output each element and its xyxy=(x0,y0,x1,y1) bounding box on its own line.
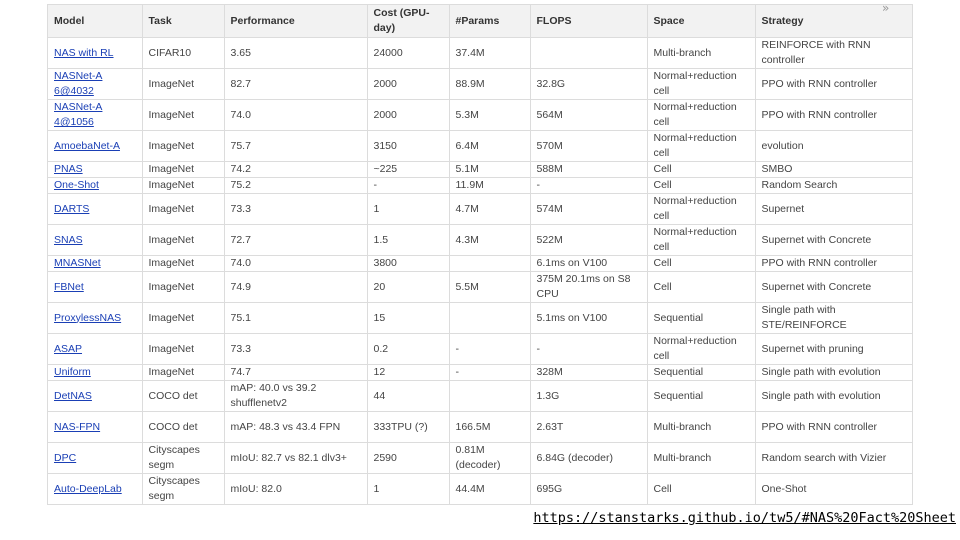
cell-cost: 333TPU (?) xyxy=(367,412,449,443)
cell-task: ImageNet xyxy=(142,100,224,131)
header-cost: Cost (GPU-day) xyxy=(367,5,449,38)
cell-performance: mIoU: 82.0 xyxy=(224,474,367,505)
cell-flops: 2.63T xyxy=(530,412,647,443)
cell-params: 4.3M xyxy=(449,225,530,256)
cell-space: Sequential xyxy=(647,365,755,381)
table-row xyxy=(48,69,912,100)
cell-task: COCO det xyxy=(142,412,224,443)
model-link[interactable]: Uniform xyxy=(54,366,91,378)
cell-model xyxy=(48,225,142,256)
cell-cost: 20 xyxy=(367,272,449,303)
model-link[interactable]: DARTS xyxy=(54,202,90,215)
model-link[interactable]: NAS with RL xyxy=(54,46,114,59)
cell-strategy: PPO with RNN controller xyxy=(755,100,912,131)
header-model: Model xyxy=(48,5,142,38)
cell-params: - xyxy=(449,365,530,381)
table-row xyxy=(48,272,912,303)
cell-strategy: Single path with STE/REINFORCE xyxy=(755,303,912,334)
cell-space: Normal+reduction cell xyxy=(647,69,755,100)
cell-strategy: REINFORCE with RNN controller xyxy=(755,38,912,69)
table-row xyxy=(48,365,912,381)
cell-params: 6.4M xyxy=(449,131,530,162)
cell-space: Multi-branch xyxy=(647,38,755,69)
table-row xyxy=(48,178,912,194)
cell-performance: 82.7 xyxy=(224,69,367,100)
cell-performance: 73.3 xyxy=(224,194,367,225)
cell-model xyxy=(48,365,142,381)
header-performance: Performance xyxy=(224,5,367,38)
cell-cost: 15 xyxy=(367,303,449,334)
cell-space: Sequential xyxy=(647,303,755,334)
model-link[interactable]: NAS-FPN xyxy=(54,420,101,433)
cell-strategy: PPO with RNN controller xyxy=(755,256,912,272)
cell-performance: 74.9 xyxy=(224,272,367,303)
cell-task: CIFAR10 xyxy=(142,38,224,69)
cell-space: Sequential xyxy=(647,381,755,412)
cell-space: Multi-branch xyxy=(647,412,755,443)
cell-performance: 3.65 xyxy=(224,38,367,69)
model-link[interactable]: ProxylessNAS xyxy=(54,311,122,324)
table-body xyxy=(48,38,912,505)
cell-flops: 574M xyxy=(530,194,647,225)
cell-cost: 2000 xyxy=(367,100,449,131)
table-row xyxy=(48,131,912,162)
model-link[interactable]: SNAS xyxy=(54,233,83,246)
model-link[interactable]: DetNAS xyxy=(54,389,92,402)
cell-cost: 3150 xyxy=(367,131,449,162)
cell-cost: 1 xyxy=(367,474,449,505)
table-row xyxy=(48,100,912,131)
cell-cost: ~225 xyxy=(367,162,449,178)
nas-fact-sheet-table-container xyxy=(47,4,912,505)
cell-flops: - xyxy=(530,334,647,365)
header-params: #Params xyxy=(449,5,530,38)
cell-performance: mAP: 48.3 vs 43.4 FPN xyxy=(224,412,367,443)
model-link[interactable]: MNASNet xyxy=(54,257,101,269)
cell-cost: 12 xyxy=(367,365,449,381)
cell-task: ImageNet xyxy=(142,225,224,256)
table-row xyxy=(48,194,912,225)
cell-model xyxy=(48,272,142,303)
cell-params: 44.4M xyxy=(449,474,530,505)
cell-performance: mIoU: 82.7 vs 82.1 dlv3+ xyxy=(224,443,367,474)
cell-strategy: Supernet with pruning xyxy=(755,334,912,365)
cell-performance: mAP: 40.0 vs 39.2 shufflenetv2 xyxy=(224,381,367,412)
cell-model xyxy=(48,162,142,178)
cell-task: ImageNet xyxy=(142,272,224,303)
header-task: Task xyxy=(142,5,224,38)
cell-params: 5.5M xyxy=(449,272,530,303)
cell-strategy: Single path with evolution xyxy=(755,365,912,381)
table-row xyxy=(48,225,912,256)
cell-task: ImageNet xyxy=(142,162,224,178)
cell-space: Normal+reduction cell xyxy=(647,100,755,131)
table-row xyxy=(48,381,912,412)
cell-performance: 75.7 xyxy=(224,131,367,162)
cell-params: 11.9M xyxy=(449,178,530,194)
cell-cost: 3800 xyxy=(367,256,449,272)
cell-flops: 375M 20.1ms on S8 CPU xyxy=(530,272,647,303)
cell-cost: 0.2 xyxy=(367,334,449,365)
cell-task: ImageNet xyxy=(142,178,224,194)
cell-cost: 1 xyxy=(367,194,449,225)
cell-cost: 2000 xyxy=(367,69,449,100)
cell-model xyxy=(48,443,142,474)
cell-task: Cityscapes segm xyxy=(142,474,224,505)
table-row xyxy=(48,334,912,365)
cell-params xyxy=(449,303,530,334)
cell-flops: 6.1ms on V100 xyxy=(530,256,647,272)
cell-flops xyxy=(530,38,647,69)
cell-strategy: Supernet with Concrete xyxy=(755,272,912,303)
cell-params: 4.7M xyxy=(449,194,530,225)
cell-performance: 74.7 xyxy=(224,365,367,381)
table-row xyxy=(48,162,912,178)
model-link[interactable]: NASNet-A 6@4032 xyxy=(54,70,103,97)
cell-model xyxy=(48,38,142,69)
cell-flops: 695G xyxy=(530,474,647,505)
cell-params: 166.5M xyxy=(449,412,530,443)
cell-params xyxy=(449,381,530,412)
cell-model xyxy=(48,194,142,225)
cell-flops: 522M xyxy=(530,225,647,256)
cell-performance: 75.1 xyxy=(224,303,367,334)
cell-strategy: Supernet xyxy=(755,194,912,225)
cell-space: Normal+reduction cell xyxy=(647,131,755,162)
cell-params: - xyxy=(449,334,530,365)
cell-params: 0.81M (decoder) xyxy=(449,443,530,474)
table-row xyxy=(48,303,912,334)
cell-strategy: SMBO xyxy=(755,162,912,178)
cell-params: 88.9M xyxy=(449,69,530,100)
table-row xyxy=(48,38,912,69)
table-row xyxy=(48,474,912,505)
model-link[interactable]: ASAP xyxy=(54,342,83,355)
cell-strategy: Supernet with Concrete xyxy=(755,225,912,256)
source-link[interactable]: https://stanstarks.github.io/tw5/#NAS%20Fact%20Sheet xyxy=(533,510,956,526)
header-strategy: Strategy xyxy=(755,5,912,38)
cell-params: 37.4M xyxy=(449,38,530,69)
cell-model xyxy=(48,334,142,365)
cell-cost: - xyxy=(367,178,449,194)
cell-space: Cell xyxy=(647,256,755,272)
cell-performance: 72.7 xyxy=(224,225,367,256)
cell-task: ImageNet xyxy=(142,334,224,365)
cell-cost: 24000 xyxy=(367,38,449,69)
cell-space: Cell xyxy=(647,178,755,194)
cell-strategy: PPO with RNN controller xyxy=(755,69,912,100)
cell-space: Cell xyxy=(647,272,755,303)
cell-strategy: PPO with RNN controller xyxy=(755,412,912,443)
model-link[interactable]: PNAS xyxy=(54,163,83,175)
cell-flops: 5.1ms on V100 xyxy=(530,303,647,334)
cell-strategy: One-Shot xyxy=(755,474,912,505)
cell-flops: 564M xyxy=(530,100,647,131)
cell-cost: 2590 xyxy=(367,443,449,474)
cell-task: ImageNet xyxy=(142,256,224,272)
cell-cost: 1.5 xyxy=(367,225,449,256)
expand-icon[interactable]: » xyxy=(882,1,890,15)
cell-performance: 75.2 xyxy=(224,178,367,194)
cell-model xyxy=(48,100,142,131)
cell-model xyxy=(48,412,142,443)
cell-model xyxy=(48,178,142,194)
cell-flops: - xyxy=(530,178,647,194)
cell-space: Normal+reduction cell xyxy=(647,225,755,256)
cell-flops: 588M xyxy=(530,162,647,178)
table-row xyxy=(48,412,912,443)
cell-params xyxy=(449,256,530,272)
cell-task: ImageNet xyxy=(142,69,224,100)
cell-space: Cell xyxy=(647,162,755,178)
cell-task: Cityscapes segm xyxy=(142,443,224,474)
cell-task: ImageNet xyxy=(142,194,224,225)
cell-task: ImageNet xyxy=(142,303,224,334)
cell-strategy: Random search with Vizier xyxy=(755,443,912,474)
cell-space: Normal+reduction cell xyxy=(647,194,755,225)
cell-performance: 74.0 xyxy=(224,100,367,131)
model-link[interactable]: NASNet-A 4@1056 xyxy=(54,101,103,128)
cell-model xyxy=(48,69,142,100)
cell-model xyxy=(48,474,142,505)
cell-flops: 328M xyxy=(530,365,647,381)
cell-model xyxy=(48,131,142,162)
cell-model xyxy=(48,256,142,272)
model-link[interactable]: One-Shot xyxy=(54,179,99,191)
header-flops: FLOPS xyxy=(530,5,647,38)
cell-strategy: Random Search xyxy=(755,178,912,194)
cell-space: Normal+reduction cell xyxy=(647,334,755,365)
cell-performance: 74.0 xyxy=(224,256,367,272)
cell-task: ImageNet xyxy=(142,365,224,381)
cell-strategy: evolution xyxy=(755,131,912,162)
cell-space: Cell xyxy=(647,474,755,505)
cell-flops: 1.3G xyxy=(530,381,647,412)
cell-flops: 32.8G xyxy=(530,69,647,100)
table-row xyxy=(48,256,912,272)
cell-task: COCO det xyxy=(142,381,224,412)
model-link[interactable]: DPC xyxy=(54,451,77,464)
header-space: Space xyxy=(647,5,755,38)
model-link[interactable]: AmoebaNet-A xyxy=(54,139,120,152)
cell-strategy: Single path with evolution xyxy=(755,381,912,412)
cell-performance: 73.3 xyxy=(224,334,367,365)
table-row xyxy=(48,443,912,474)
cell-task: ImageNet xyxy=(142,131,224,162)
cell-flops: 6.84G (decoder) xyxy=(530,443,647,474)
nas-fact-sheet-table xyxy=(48,4,913,505)
cell-space: Multi-branch xyxy=(647,443,755,474)
model-link[interactable]: Auto-DeepLab xyxy=(54,482,122,495)
cell-performance: 74.2 xyxy=(224,162,367,178)
cell-model xyxy=(48,303,142,334)
model-link[interactable]: FBNet xyxy=(54,280,84,293)
cell-cost: 44 xyxy=(367,381,449,412)
cell-model xyxy=(48,381,142,412)
table-header-row xyxy=(48,5,912,38)
cell-flops: 570M xyxy=(530,131,647,162)
cell-params: 5.3M xyxy=(449,100,530,131)
cell-params: 5.1M xyxy=(449,162,530,178)
